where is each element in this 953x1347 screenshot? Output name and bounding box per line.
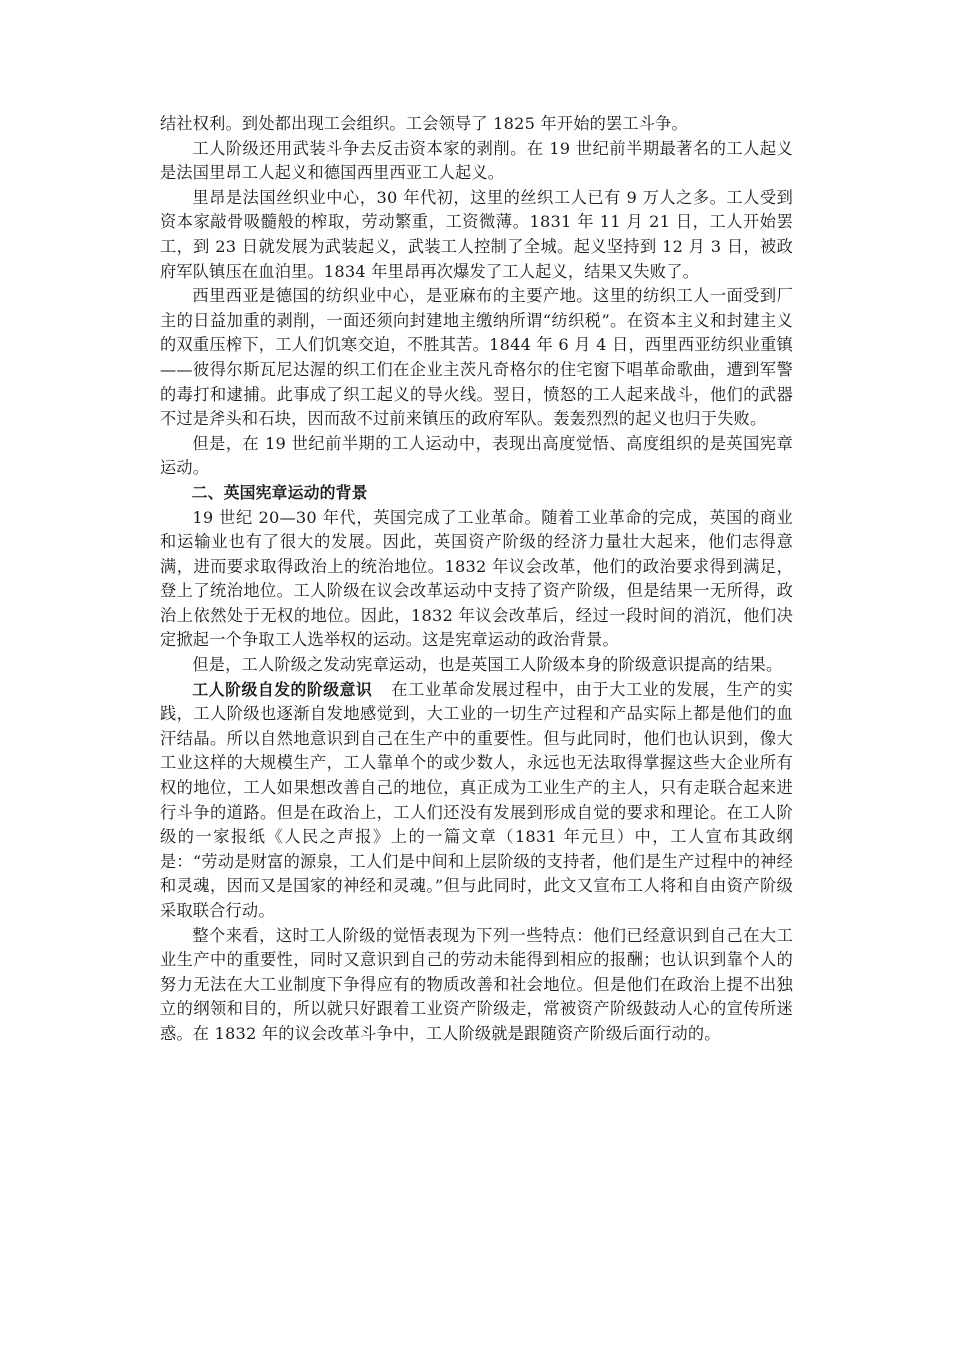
document-page — [160, 112, 793, 1047]
run-in-heading: 工人阶级自发的阶级意识 — [192, 679, 373, 699]
paragraph-silesia-uprising: 西里西亚是德国的纺织业中心，是亚麻布的主要产地。这里的纺织工人一面受到厂主的日益加重的剥削，一面还须向封建地主缴纳所谓“纺织税”。在资本主义和封建主义的双重压榨下，工人们饥寒交迫，不胜其苦。1844 年 6 月 4 日，西里西亚纺织业重镇——彼得尔斯瓦尼达渥的织工们在企业主茨凡奇格尔的住宅窗下唱革命歌曲，遭到军警的毒打和逮捕。此事成了织工起义的导火线。翌日，愤怒的工人起来战斗，他们的武器不过是斧头和石块，因而敌不过前来镇压的政府军队。轰轰烈烈的起义也归于失败。 — [160, 286, 793, 429]
paragraph-chartism-intro: 但是，在 19 世纪前半期的工人运动中，表现出高度觉悟、高度组织的是英国宪章运动。 — [160, 433, 793, 478]
paragraph-lyon-uprising: 里昂是法国丝织业中心，30 年代初，这里的丝织工人已有 9 万人之多。工人受到资本家敲骨吸髓般的榨取，劳动繁重，工资微薄。1831 年 11 月 21 日，工人开始罢工，到 23 日就发展为武装起义，武装工人控制了全城。起义坚持到 12 月 3 日，被政府军队镇压在血泊里。1834 年里昂再次爆发了工人起义，结果又失败了。 — [160, 187, 793, 281]
paragraph-continuation: 结社权利。到处都出现工会组织。工会领导了 1825 年开始的罢工斗争。 — [160, 114, 688, 133]
run-in-body: 在工业革命发展过程中，由于大工业的发展，生产的实践，工人阶级也逐渐自发地感觉到，大工业的一切生产过程和产品实际上都是他们的血汗结晶。所以自然地意识到自己在生产中的重要性。但与此同时，他们也认识到，像大工业这样的大规模生产，工人靠单个的或少数人，永远也无法取得掌握这些大企业所有权的地位，工人如果想改善自己的地位，真正成为工业生产的主人，只有走联合起来进行斗争的道路。但是在政治上，工人们还没有发展到形成自觉的要求和理论。在工人阶级的一家报纸《人民之声报》上的一篇文章（1831 年元旦）中，工人宣布其政纲是：“劳动是财富的源泉，工人们是中间和上层阶级的支持者，他们是生产过程中的神经和灵魂，因而又是国家的神经和灵魂。”但与此同时，此文又宣布工人将和自由资产阶级采取联合行动。 — [160, 679, 793, 920]
paragraph-spontaneous-consciousness — [160, 678, 793, 924]
paragraph-summary: 整个来看，这时工人阶级的觉悟表现为下列一些特点：他们已经意识到自己在大工业生产中的重要性，同时又意识到自己的劳动未能得到相应的报酬；也认识到靠个人的努力无法在大工业制度下争得应有的物质改善和社会地位。但是他们在政治上提不出独立的纲领和目的，所以就只好跟着工业资产阶级走，常被资产阶级鼓动人心的宣传所迷惑。在 1832 年的议会改革斗争中，工人阶级就是跟随资产阶级后面行动的。 — [160, 925, 793, 1043]
paragraph-armed-struggle: 工人阶级还用武装斗争去反击资本家的剥削。在 19 世纪前半期最著名的工人起义是法国里昂工人起义和德国西里西亚工人起义。 — [160, 138, 793, 183]
section-heading: 二、英国宪章运动的背景 — [191, 482, 368, 502]
paragraph-industrial-revolution: 19 世纪 20—30 年代，英国完成了工业革命。随着工业革命的完成，英国的商业和运输业也有了很大的发展。因此，英国资产阶级的经济力量壮大起来，他们志得意满，进而要求取得政治上的统治地位。1832 年议会改革，他们的政治要求得到满足，登上了统治地位。工人阶级在议会改革运动中支持了资产阶级，但是结果一无所得，政治上依然处于无权的地位。因此，1832 年议会改革后，经过一段时间的消沉，他们决定掀起一个争取工人选举权的运动。这是宪章运动的政治背景。 — [160, 507, 793, 650]
paragraph-class-consciousness: 但是，工人阶级之发动宪章运动，也是英国工人阶级本身的阶级意识提高的结果。 — [192, 655, 783, 675]
